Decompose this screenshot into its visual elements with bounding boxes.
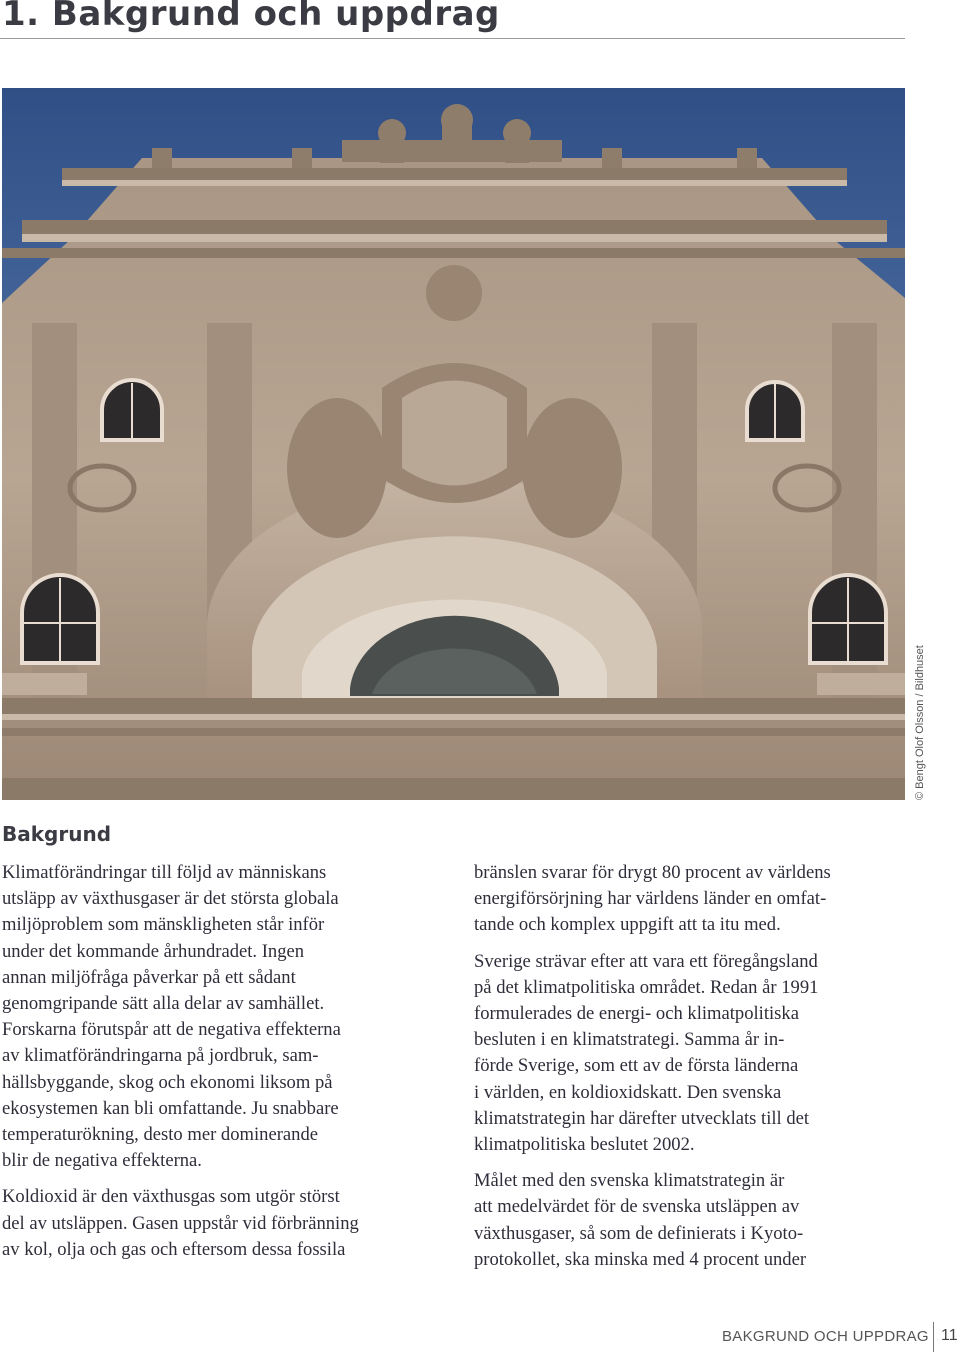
chapter-title: 1. Bakgrund och uppdrag — [2, 0, 500, 34]
body-column-right — [474, 860, 914, 1273]
text-line: växthusgaser, så som de definierats i Kyoto- — [474, 1222, 804, 1244]
text-line: klimatpolitiska beslutet 2002. — [474, 1134, 695, 1156]
text-line: Målet med den svenska klimatstrategin är — [474, 1170, 785, 1192]
page-number: 11 — [941, 1327, 958, 1344]
text-line: protokollet, ska minska med 4 procent under — [474, 1248, 807, 1270]
text-line: Klimatförändringar till följd av människans — [2, 862, 327, 883]
section-heading: Bakgrund — [2, 822, 112, 846]
building-facade-photo — [2, 88, 905, 800]
text-line: bränslen svarar för drygt 80 procent av världens — [474, 862, 831, 883]
text-line: energiförsörjning har världens länder en omfat- — [474, 888, 827, 910]
paragraph-gap — [474, 939, 914, 949]
text-line: klimatstrategin har därefter utvecklats till det — [474, 1107, 810, 1129]
text-line: genomgripande sätt alla delar av samhället. — [2, 993, 325, 1015]
footer-divider — [933, 1322, 934, 1352]
text-line: hällsbyggande, skog och ekonomi liksom på — [2, 1071, 333, 1093]
text-line: temperaturökning, desto mer dominerande — [2, 1124, 318, 1146]
text-line: av klimatförändringarna på jordbruk, sam- — [2, 1045, 319, 1067]
photo-credit: © Bengt Olof Olsson / Bildhuset — [914, 645, 926, 800]
text-line: tande och komplex uppgift att ta itu med. — [474, 914, 781, 936]
text-line: att medelvärdet för de svenska utsläppen av — [474, 1196, 800, 1218]
text-line: under det kommande århundradet. Ingen — [2, 940, 305, 962]
text-line: formulerades de energi- och klimatpolitiska — [474, 1003, 799, 1025]
title-divider — [0, 38, 905, 39]
text-line: Koldioxid är den växthusgas som utgör störst — [2, 1186, 340, 1208]
text-line: på det klimatpolitiska området. Redan år 1991 — [474, 976, 819, 998]
text-line: i världen, en koldioxidskatt. Den svenska — [474, 1081, 782, 1103]
text-line: förde Sverige, som ett av de första länderna — [474, 1055, 799, 1077]
text-line: besluten i en klimatstrategi. Samma år in- — [474, 1029, 785, 1051]
footer-section-label: BAKGRUND OCH UPPDRAG — [722, 1328, 929, 1345]
paragraph-gap — [474, 1158, 914, 1168]
text-line: Forskarna förutspår att de negativa effekterna — [2, 1019, 341, 1041]
text-line: utsläpp av växthusgaser är det största globala — [2, 888, 339, 910]
body-column-left — [2, 860, 442, 1263]
text-line: Sverige strävar efter att vara ett föregångsland — [474, 950, 818, 972]
text-line: del av utsläppen. Gasen uppstår vid förbränning — [2, 1212, 359, 1234]
text-line: miljöproblem som mänskligheten står inför — [2, 914, 325, 936]
paragraph-gap — [2, 1174, 442, 1184]
text-line: av kol, olja och gas och eftersom dessa fossila — [2, 1238, 346, 1260]
text-line: blir de negativa effekterna. — [2, 1150, 202, 1172]
text-line: ekosystemen kan bli omfattande. Ju snabbare — [2, 1097, 339, 1119]
text-line: annan miljöfråga påverkar på ett sådant — [2, 966, 296, 988]
